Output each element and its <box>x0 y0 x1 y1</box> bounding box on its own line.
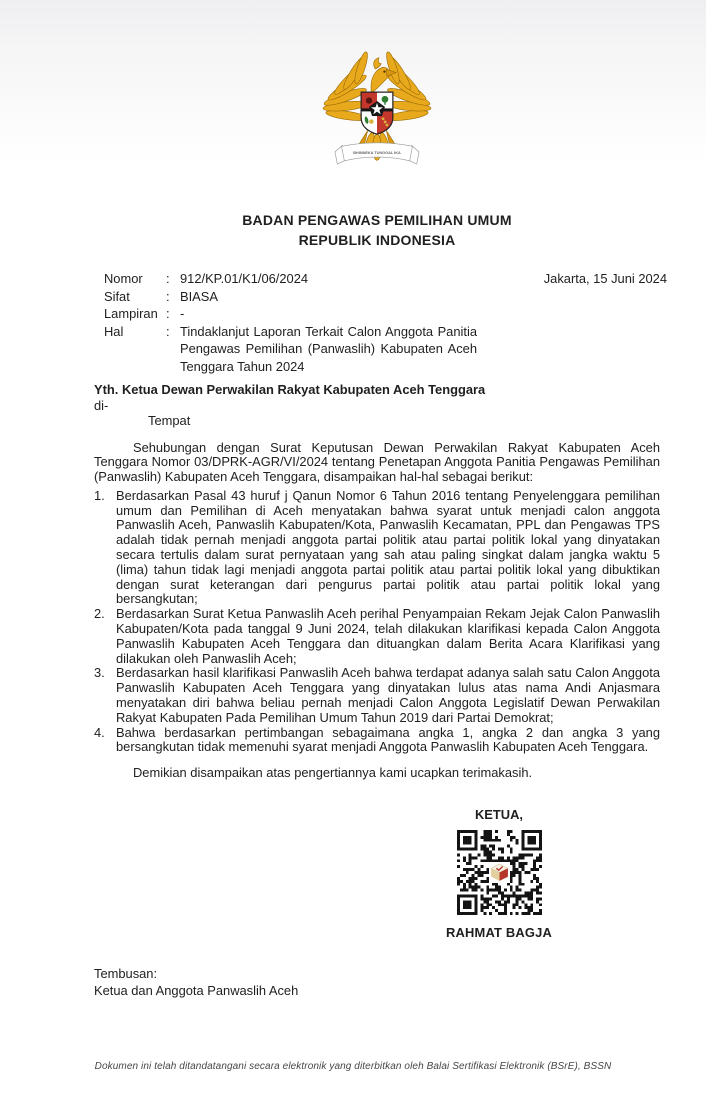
meta-label-sifat: Sifat <box>104 288 130 304</box>
letterhead <box>94 210 660 250</box>
addressee-di: di- <box>94 397 109 413</box>
meta-colon: : <box>166 288 170 304</box>
emblem-area <box>94 0 660 186</box>
item-text: Berdasarkan Surat Ketua Panwaslih Aceh perihal Penyampaian Rekam Jejak Calon Panwaslih Kabupaten/Kota pada tanggal 9 Juni 2024, telah dilakukan klarifikasi kepada Calon Anggota Panwaslih Kabupaten Aceh Tenggara dan dituangkan dalam Berita Acara Klarifikasi yang dilakukan oleh Panwaslih Aceh; <box>116 606 660 666</box>
garuda-pancasila-emblem <box>321 50 433 181</box>
addressee-block <box>94 382 660 429</box>
meta-colon: : <box>166 306 170 321</box>
pancasila-shield <box>361 92 393 134</box>
dateline: Jakarta, 15 Juni 2024 <box>543 271 667 286</box>
motto-ribbon <box>335 143 419 164</box>
item-number: 4. <box>94 724 105 740</box>
list-item <box>94 489 660 607</box>
meta-row-hal <box>104 323 660 376</box>
tembusan-block <box>94 965 660 999</box>
meta-value-nomor: 912/KP.01/K1/06/2024 <box>180 271 309 286</box>
tembusan-item: Ketua dan Anggota Panwaslih Aceh <box>94 983 299 999</box>
yth-label: Yth. <box>94 382 119 397</box>
closing-line: Demikian disampaikan atas pengertiannya kami ucapkan terimakasih. <box>133 765 533 781</box>
item-text: Bahwa berdasarkan pertimbangan sebagaimana angka 1, angka 2 dan angka 3 yang bersangkutan tidak memenuhi syarat menjadi Anggota Panwaslih Kabupaten Aceh Tenggara. <box>116 724 660 755</box>
motto-text: BHINNEKA TUNGGAL IKA <box>353 151 401 156</box>
addressee-name: Ketua Dewan Perwakilan Rakyat Kabupaten Aceh Tenggara <box>122 382 486 397</box>
numbered-list <box>94 489 660 755</box>
signer-name: RAHMAT BAGJA <box>446 925 552 941</box>
meta-value-lampiran: - <box>180 306 185 321</box>
item-number: 1. <box>94 487 105 503</box>
signature-block <box>424 807 574 940</box>
letter-meta <box>104 270 667 375</box>
item-text: Berdasarkan hasil klarifikasi Panwaslih Aceh bahwa terdapat adanya salah satu Calon Anggota Panwaslih Kabupaten Aceh Tenggara yang dinyatakan lulus atas nama Andi Anjasmara menyatakan diri bahwa beliau pernah menjadi Calon Anggota Legislatif Dewan Perwakilan Rakyat Kabupaten Pada Pemilihan Umum Tahun 2019 dari Partai Demokrat; <box>116 665 660 725</box>
meta-value-hal: Tindaklanjut Laporan Terkait Calon Anggota Panitia Pengawas Pemilihan (Panwaslih) Kabupaten Aceh Tenggara Tahun 2024 <box>180 323 477 374</box>
meta-row-nomor <box>104 270 667 288</box>
meta-value-sifat: BIASA <box>180 288 218 304</box>
meta-row-lampiran <box>104 305 660 323</box>
opening-paragraph: Sehubungan dengan Surat Keputusan Dewan Perwakilan Rakyat Kabupaten Aceh Tenggara Nomor 03/DPRK-AGR/VI/2024 tentang Penetapan Anggota Panitia Pengawas Pemilihan (Panwaslih) Kabupaten Aceh Tenggara, disampaikan hal-hal sebagai berikut: <box>94 439 660 485</box>
meta-label-lampiran: Lampiran <box>104 306 158 321</box>
list-item <box>94 726 660 756</box>
list-item <box>94 666 660 725</box>
addressee-line <box>94 382 660 398</box>
meta-label-nomor: Nomor <box>104 271 143 286</box>
item-number: 3. <box>94 665 105 681</box>
agency-country: REPUBLIK INDONESIA <box>298 232 456 248</box>
item-number: 2. <box>94 606 105 622</box>
signature-qr-code <box>457 830 542 915</box>
meta-label-hal: Hal <box>104 323 124 339</box>
signature-title: KETUA, <box>475 807 523 823</box>
meta-row-sifat <box>104 288 660 306</box>
bawaslu-logo-icon <box>489 862 510 883</box>
meta-colon: : <box>166 271 170 286</box>
agency-name: BADAN PENGAWAS PEMILIHAN UMUM <box>242 212 512 228</box>
list-item <box>94 607 660 666</box>
item-text: Berdasarkan Pasal 43 huruf j Qanun Nomor 6 Tahun 2016 tentang Penyelenggara pemilihan umum dan Pemilihan di Aceh menyatakan bahwa syarat untuk menjadi calon anggota Panwaslih Aceh, Panwaslih Kabupaten/Kota, Panwaslih Kecamatan, PPL dan Pengawas TPS adalah tidak pernah menjadi anggota partai politik atau partai politik lokal yang dinyatakan secara tertulis dalam surat pernyataan yang sah atau paling singkat dalam jangka waktu 5 (lima) tahun tidak lagi menjadi anggota partai politik atau partai politik lokal yang dibuktikan dengan surat keterangan dari pengurus partai politik atau partai politik lokal yang bersangkutan; <box>116 487 660 607</box>
meta-colon: : <box>166 323 170 339</box>
electronic-signature-note: Dokumen ini telah ditandatangani secara elektronik yang diterbitkan oleh Balai Sertifikasi Elektronik (BSrE), BSSN <box>94 1061 612 1072</box>
tembusan-label: Tembusan: <box>94 966 158 982</box>
addressee-place: Tempat <box>148 413 191 428</box>
